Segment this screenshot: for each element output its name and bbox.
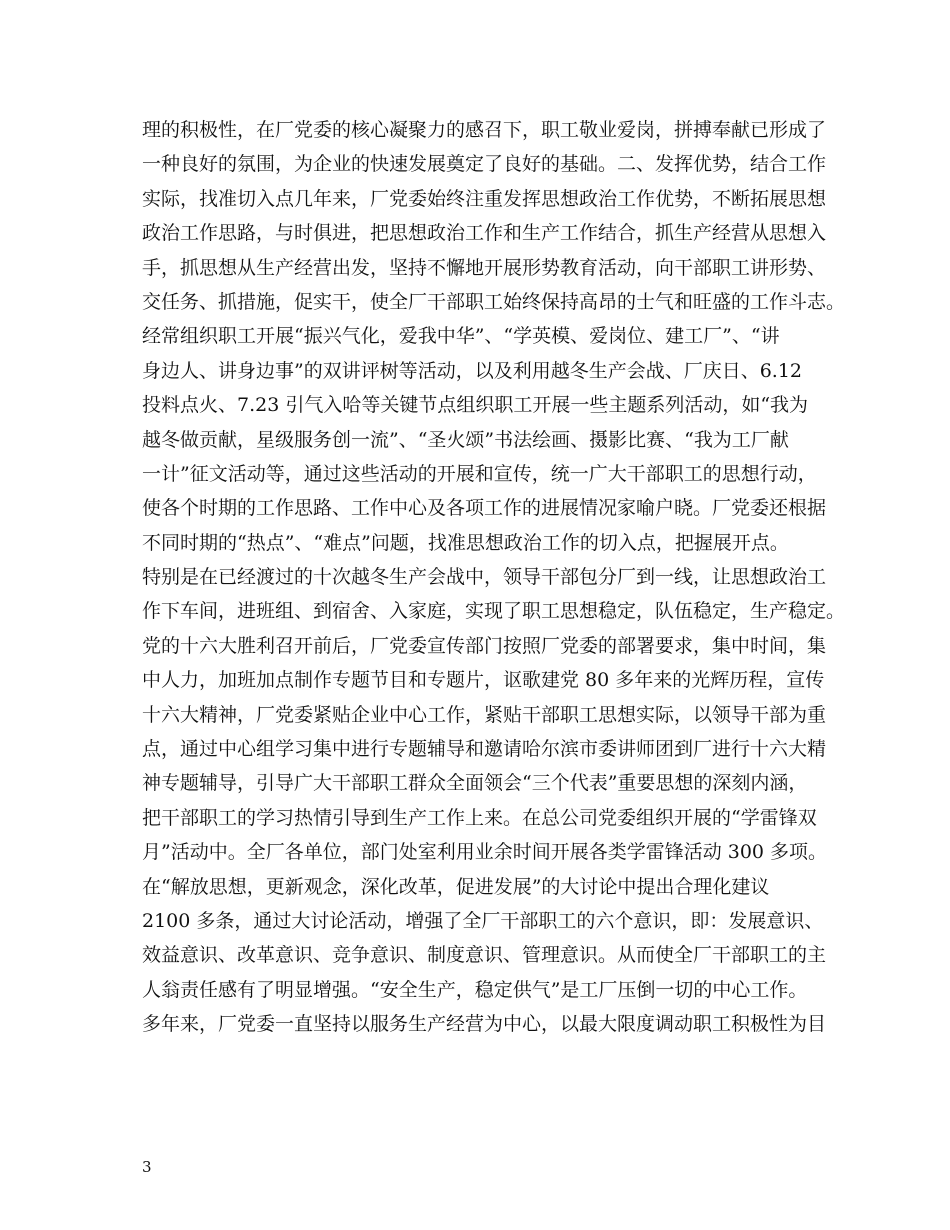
text-line: 政治工作思路，与时俱进，把思想政治工作和生产工作结合，抓生产经营从思想入 (142, 222, 827, 245)
text-line: 把干部职工的学习热情引导到生产工作上来。在总公司党委组织开展的“学雷锋双 (142, 806, 817, 829)
text-line: 多年来，厂党委一直坚持以服务生产经营为中心，以最大限度调动职工积极性为目 (142, 1013, 827, 1036)
text-line: 身边人、讲身边事”的双讲评树等活动，以及利用越冬生产会战、厂庆日、6.12 (142, 359, 803, 382)
text-line: 2100 多条，通过大讨论活动，增强了全厂干部职工的六个意识，即：发展意识、 (142, 909, 824, 932)
text-line: 实际，找准切入点几年来，厂党委始终注重发挥思想政治工作优势，不断拓展思想 (142, 187, 827, 210)
text-line: 点，通过中心组学习集中进行专题辅导和邀请哈尔滨市委讲师团到厂进行十六大精 (142, 738, 827, 761)
text-line: 党的十六大胜利召开前后，厂党委宣传部门按照厂党委的部署要求，集中时间，集 (142, 634, 827, 657)
text-line: 手，抓思想从生产经营出发，坚持不懈地开展形势教育活动，向干部职工讲形势、 (142, 256, 827, 279)
text-line: 在“解放思想，更新观念，深化改革，促进发展”的大讨论中提出合理化建议 (142, 875, 770, 898)
text-line: 理的积极性，在厂党委的核心凝聚力的感召下，职工敬业爱岗，拼搏奉献已形成了 (142, 119, 827, 141)
text-line: 经常组织职工开展“振兴气化，爱我中华”、“学英模、爱岗位、建工厂”、“讲 (142, 325, 780, 348)
text-line: 效益意识、改革意识、竞争意识、制度意识、管理意识。从而使全厂干部职工的主 (142, 944, 827, 967)
text-line: 特别是在已经渡过的十次越冬生产会战中，领导干部包分厂到一线，让思想政治工 (142, 566, 827, 589)
text-line: 使各个时期的工作思路、工作中心及各项工作的进展情况家喻户晓。厂党委还根据 (142, 497, 827, 520)
text-line: 中人力，加班加点制作专题节目和专题片，讴歌建党 80 多年来的光辉历程，宣传 (142, 669, 825, 692)
text-line: 投料点火、7.23 引气入哈等关键节点组织职工开展一些主题系列活动，如“我为 (142, 394, 809, 417)
body-text (142, 113, 846, 1042)
text-line: 神专题辅导，引导广大干部职工群众全面领会“三个代表”重要思想的深刻内涵， (142, 772, 808, 795)
text-line: 越冬做贡献，星级服务创一流”、“圣火颂”书法绘画、摄影比赛、“我为工厂献 (142, 428, 789, 451)
text-line: 一计”征文活动等，通过这些活动的开展和宣传，统一广大干部职工的思想行动， (142, 462, 817, 485)
text-line: 十六大精神，厂党委紧贴企业中心工作，紧贴干部职工思想实际，以领导干部为重 (142, 703, 827, 726)
page-number: 3 (142, 1158, 152, 1176)
text-line: 作下车间，进班组、到宿舍、入家庭，实现了职工思想稳定，队伍稳定，生产稳定。 (142, 600, 846, 623)
text-line: 交任务、抓措施，促实干，使全厂干部职工始终保持高昂的士气和旺盛的工作斗志。 (142, 290, 846, 313)
text-line: 不同时期的“热点”、“难点”问题，找准思想政治工作的切入点，把握展开点。 (142, 531, 789, 554)
text-line: 人翁责任感有了明显增强。“安全生产，稳定供气”是工厂压倒一切的中心工作。 (142, 978, 808, 1001)
text-line: 一种良好的氛围，为企业的快速发展奠定了良好的基础。二、发挥优势，结合工作 (142, 153, 827, 176)
text-line: 月”活动中。全厂各单位，部门处室利用业余时间开展各类学雷锋活动 300 多项。 (142, 841, 828, 864)
